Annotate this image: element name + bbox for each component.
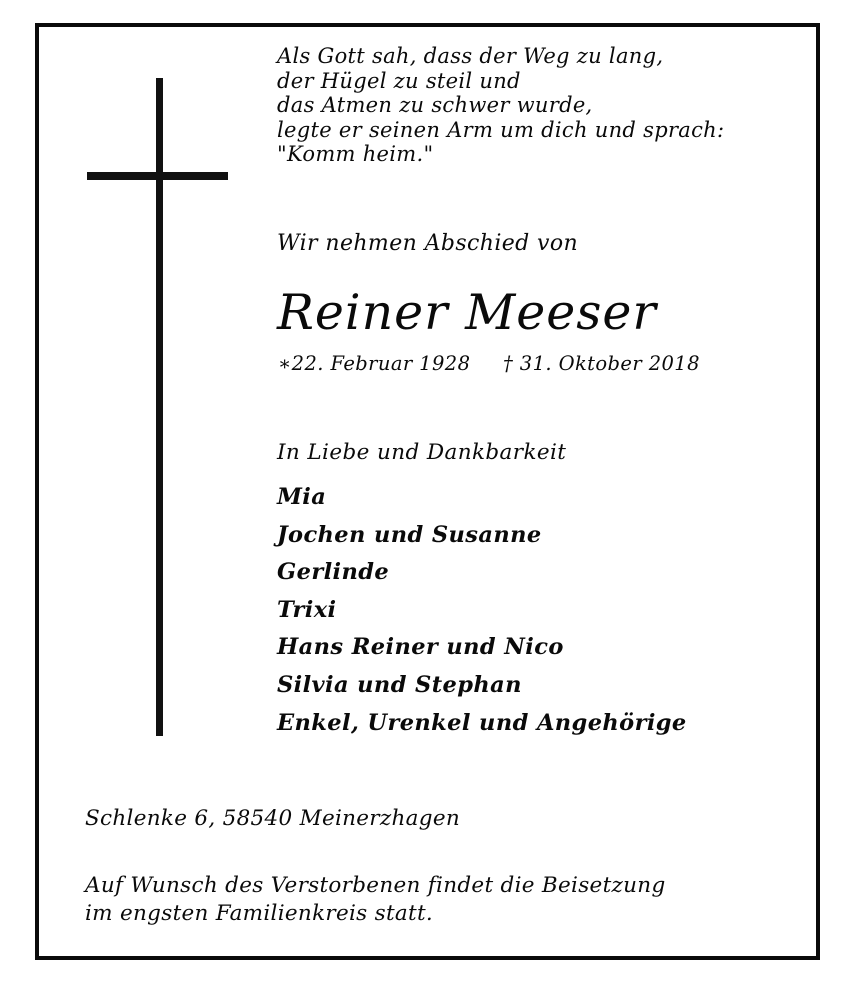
- tribute-line: In Liebe und Dankbarkeit: [277, 440, 567, 465]
- funeral-note-line: im engsten Familienkreis statt.: [85, 900, 434, 926]
- mourner-name: Enkel, Urenkel und Angehörige: [277, 709, 687, 736]
- funeral-note-line: Auf Wunsch des Verstorbenen findet die Beisetzung: [85, 873, 666, 898]
- mourner-name: Hans Reiner und Nico: [277, 634, 564, 661]
- poem-line: legte er seinen Arm um dich und sprach:: [277, 117, 725, 142]
- mourner-name: Trixi: [277, 596, 337, 623]
- mourner-name: Mia: [277, 484, 327, 510]
- death-date: † 31. Oktober 2018: [503, 352, 700, 375]
- poem-line: "Komm heim.": [277, 142, 434, 166]
- mourner-name: Gerlinde: [277, 559, 390, 586]
- address-line: Schlenke 6, 58540 Meinerzhagen: [85, 806, 461, 831]
- cross-horizontal-bar: [87, 172, 228, 180]
- poem-line: der Hügel zu steil und: [277, 68, 521, 93]
- farewell-intro: Wir nehmen Abschied von: [277, 231, 579, 256]
- birth-date: ∗22. Februar 1928: [278, 352, 471, 375]
- memorial-poem: [277, 44, 724, 167]
- deceased-name: Reiner Meeser: [277, 284, 657, 341]
- life-dates: [278, 352, 700, 375]
- mourners-list: [277, 479, 687, 742]
- funeral-note: [85, 872, 666, 927]
- poem-line: das Atmen zu schwer wurde,: [277, 93, 593, 117]
- mourner-name: Jochen und Susanne: [277, 521, 542, 548]
- mourner-name: Silvia und Stephan: [277, 671, 522, 698]
- poem-line: Als Gott sah, dass der Weg zu lang,: [277, 44, 664, 68]
